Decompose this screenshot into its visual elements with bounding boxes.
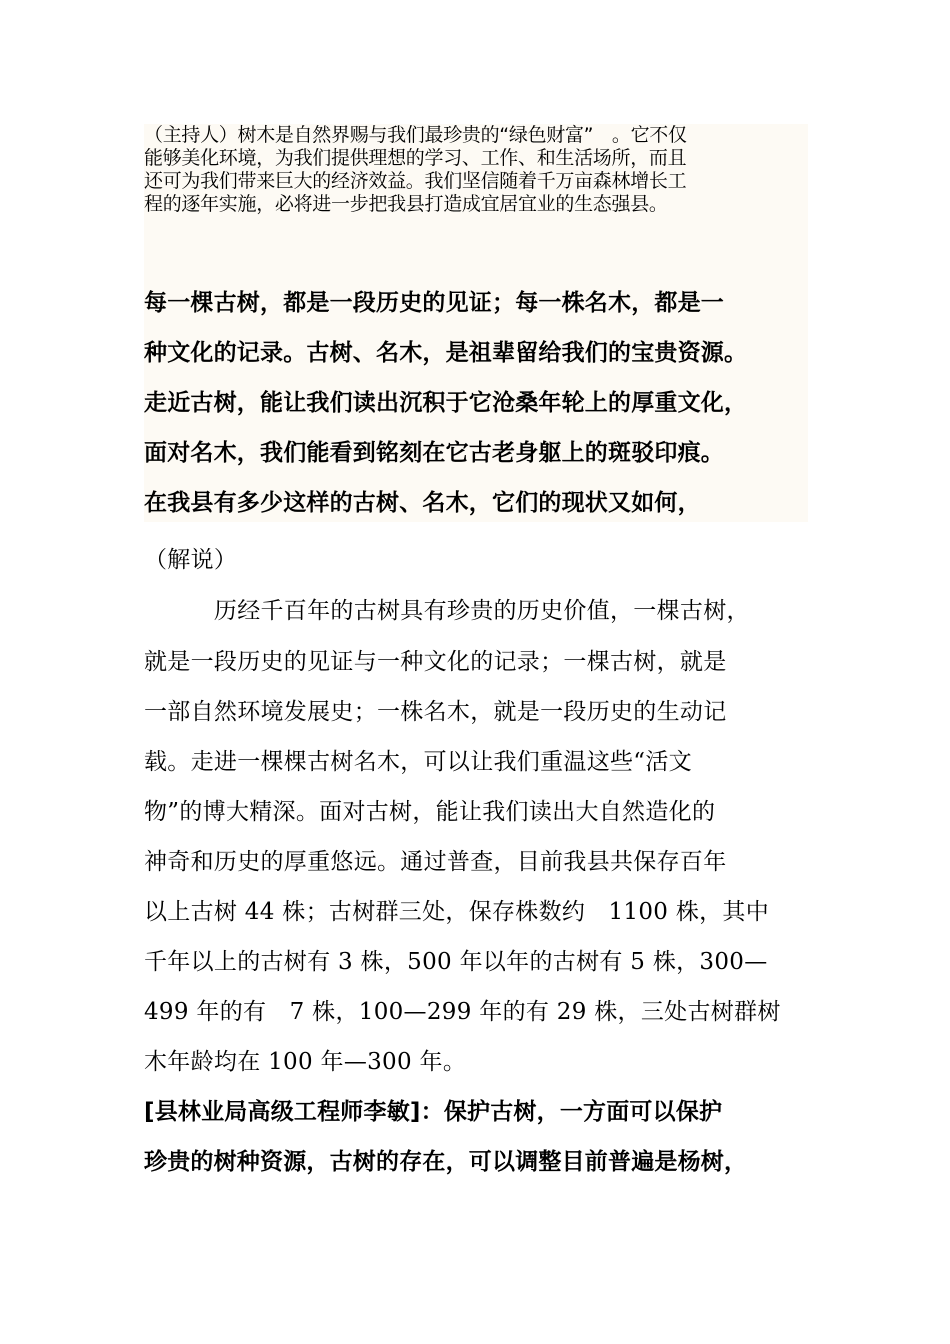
intro-line: 每一棵古树，都是一段历史的见证；每一株名木，都是一 [144,290,724,316]
narration-line: 物”的博大精深。面对古树，能让我们读出大自然造化的 [144,799,716,825]
narration-line: 499 年的有 7 株，100—299 年的有 29 株，三处古树群树 [144,999,781,1025]
narration-line: 一部自然环境发展史；一株名木，就是一段历史的生动记 [144,699,727,725]
narration-line: 就是一段历史的见证与一种文化的记录；一棵古树，就是 [144,649,727,675]
host-line: 能够美化环境，为我们提供理想的学习、工作、和生活场所，而且 [144,147,687,169]
intro-paragraph [144,216,808,522]
host-line: 程的逐年实施，必将进一步把我县打造成宜居宜业的生态强县。 [144,193,668,215]
intro-line: 面对名木，我们能看到铭刻在它古老身躯上的斑驳印痕。 [144,440,724,466]
host-line: 还可为我们带来巨大的经济效益。我们坚信随着千万亩森林增长工 [144,170,687,192]
narration-line: 神奇和历史的厚重悠远。通过普查，目前我县共保存百年 [144,849,727,875]
narration-line: 历经千百年的古树具有珍贵的历史价值，一棵古树， [144,598,750,624]
narration-line: 木年龄均在 100 年—300 年。 [144,1049,467,1075]
intro-line: 走近古树，能让我们读出沉积于它沧桑年轮上的厚重文化， [144,390,748,416]
narration-line: 以上古树 44 株；古树群三处，保存株数约 1100 株，其中 [144,899,770,925]
intro-line: 在我县有多少这样的古树、名木，它们的现状又如何， [144,490,701,516]
host-line: （主持人）树木是自然界赐与我们最珍贵的“绿色财富” 。它不仅 [144,124,687,146]
interview-line: 珍贵的树种资源，古树的存在，可以调整目前普遍是杨树， [144,1149,748,1175]
narration-line: 千年以上的古树有 3 株，500 年以年的古树有 5 株，300— [144,949,768,975]
interview-line: [县林业局高级工程师李敏]：保护古树，一方面可以保护 [144,1099,723,1125]
narration-label: （解说） [144,547,238,573]
intro-line: 种文化的记录。古树、名木，是祖辈留给我们的宝贵资源。 [144,340,748,366]
host-paragraph [144,124,808,216]
narration-line: 载。走进一棵棵古树名木，可以让我们重温这些“活文 [144,749,692,775]
